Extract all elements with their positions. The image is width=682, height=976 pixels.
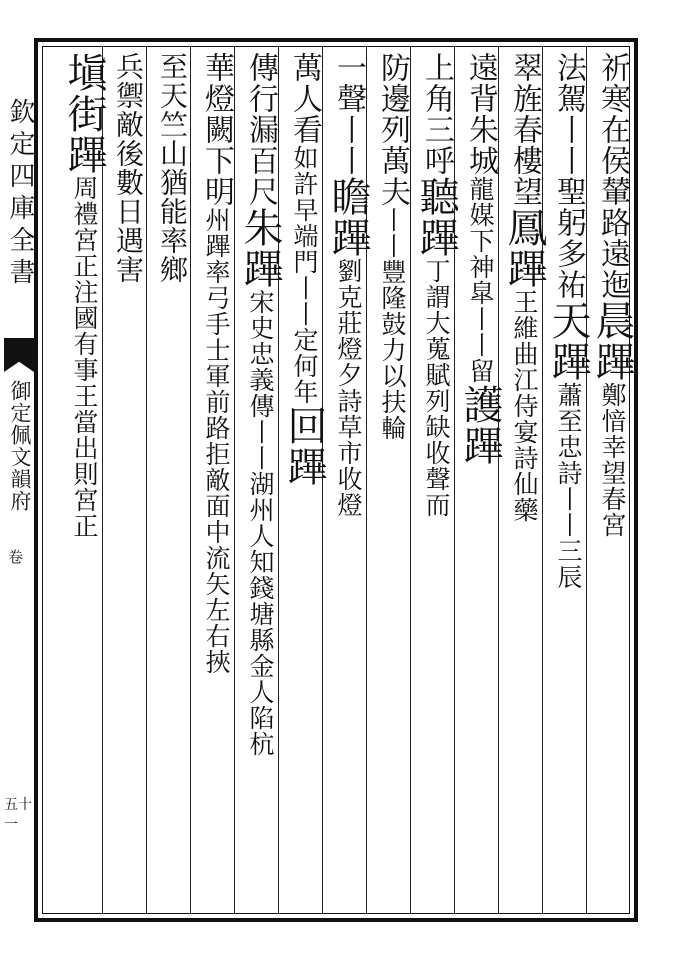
text-column: 祈寒在侯輦路遠迤晨蹕鄭愔幸望春宮 <box>589 52 635 538</box>
text-column: 塡街蹕周禮宮正注國有事王當出則宮正 <box>61 52 107 539</box>
book-title: 欽定四庫全書 <box>5 98 35 290</box>
text-column: 法駕丨丨聖躬多祐天蹕蕭至忠詩丨丨三辰 <box>545 52 591 590</box>
text-column: 至天竺山猶能率鄉 <box>156 52 189 284</box>
text-column: 傳行漏百尺朱蹕宋史忠義傳丨丨湖州人知錢塘縣金人陷杭 <box>237 52 283 757</box>
page-margin <box>0 46 40 914</box>
text-column: 防邊列萬夫丨丨豐隆鼓力以扶輪 <box>375 52 410 441</box>
text-column: 遠背朱城龍媒下神皐丨丨留護蹕 <box>457 52 503 466</box>
page-number: 五十一 <box>4 797 32 833</box>
text-column: 上角三呼聽蹕丁謂大蒐賦列缺收聲而 <box>413 52 459 518</box>
text-column: 翠旌春樓望鳳蹕王維曲江侍宴詩仙藥 <box>501 52 547 523</box>
text-column: 萬人看如許早端門丨丨定何年回蹕 <box>281 52 327 487</box>
text-column: 一聲丨丨瞻蹕劉克莊燈夕詩草市收燈 <box>325 52 371 518</box>
fish-tail-ornament-icon <box>4 338 34 372</box>
text-column: 華燈闕下明州蹕率弓手士軍前路拒敵面中流矢左右挾 <box>199 52 234 675</box>
juan-label: 卷 <box>8 548 24 566</box>
text-column: 兵禦敵後數日遇害 <box>112 52 145 284</box>
book-subtitle: 御定佩文韻府 <box>8 380 32 512</box>
